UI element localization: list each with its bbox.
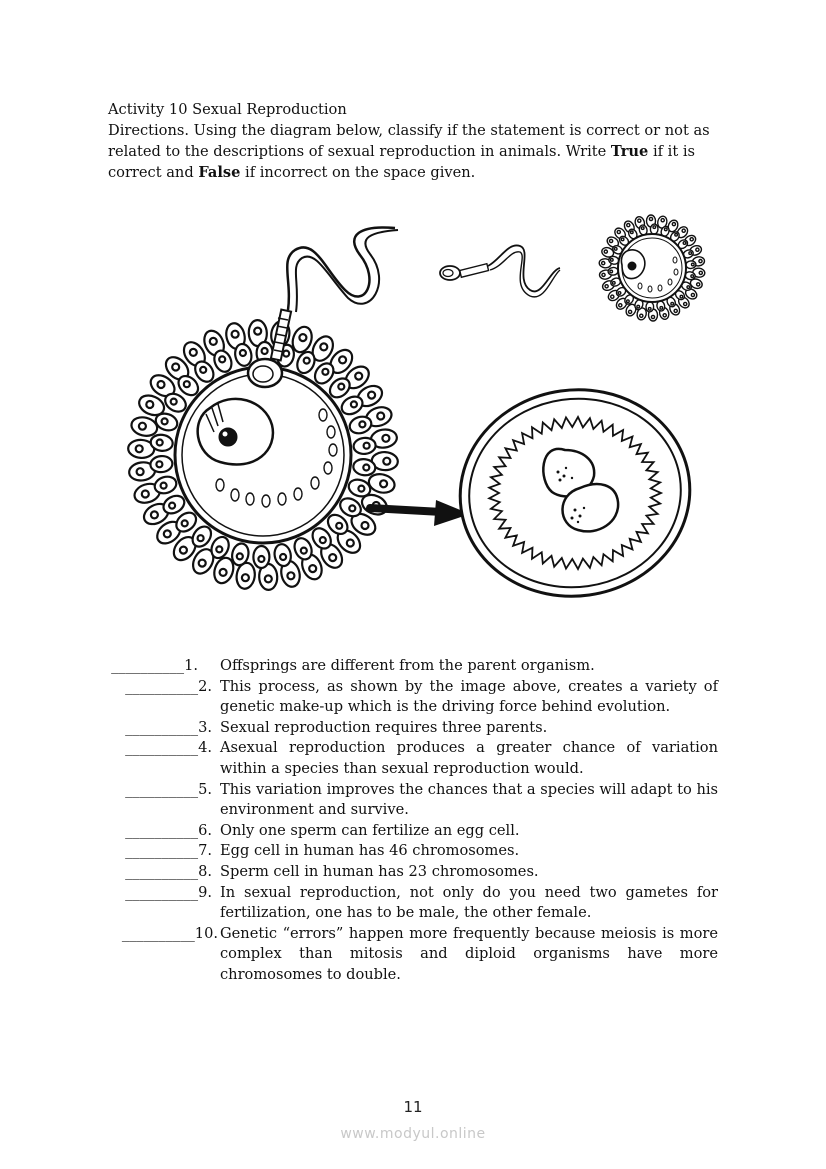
statement-text: Genetic “errors” happen more frequently because meiosis is more complex than mitosis and diploid organisms have more chromosomes to double. xyxy=(220,924,718,983)
watermark: www.modyul.online xyxy=(340,1126,486,1142)
directions-text-mid: if it is correct and xyxy=(108,143,695,181)
statement-item xyxy=(0,656,826,677)
answer-blank[interactable]: __________9. xyxy=(125,883,212,901)
answer-blank[interactable]: __________2. xyxy=(125,677,212,695)
statement-item xyxy=(0,821,826,842)
answer-blank[interactable]: __________3. xyxy=(125,718,212,736)
statement-text: Asexual reproduction produces a greater chance of variation within a species than sexual reproduction would. xyxy=(220,739,718,777)
small-egg-cell-illustration xyxy=(599,215,705,321)
statement-text: In sexual reproduction, not only do you need two gametes for fertilization, one has to be male, the other female. xyxy=(220,883,718,922)
directions-text-start: Directions. Using the diagram below, classify if the statement is correct or not as related to the descriptions of sexual reproduction in animals. Write xyxy=(108,122,710,160)
answer-blank[interactable]: __________8. xyxy=(125,862,212,880)
activity-title: Activity 10 Sexual Reproduction xyxy=(108,101,347,118)
answer-blank[interactable]: __________10. xyxy=(121,924,218,942)
statement-text: This process, as shown by the image above, creates a variety of genetic make-up which is the driving force behind evolution. xyxy=(220,677,718,716)
statement-text: Sexual reproduction requires three parents. xyxy=(220,718,548,736)
answer-blank[interactable]: __________1. xyxy=(111,657,198,674)
directions xyxy=(108,120,723,183)
sperm-illustration xyxy=(440,245,560,296)
statement-item xyxy=(0,883,826,924)
statement-item xyxy=(0,780,826,821)
statement-text: Egg cell in human has 46 chromosomes. xyxy=(220,842,520,860)
fertilization-diagram xyxy=(120,210,720,610)
answer-blank[interactable]: __________4. xyxy=(125,739,212,757)
activity-intro xyxy=(108,99,723,183)
statement-text: Offsprings are different from the parent organism. xyxy=(220,657,595,674)
answer-blank[interactable]: __________6. xyxy=(125,821,212,839)
answer-blank[interactable]: __________5. xyxy=(125,780,212,798)
statement-text: Sperm cell in human has 23 chromosomes. xyxy=(220,862,539,880)
statement-text: This variation improves the chances that a species will adapt to his environment and survive. xyxy=(220,780,718,819)
statement-item xyxy=(0,862,826,883)
statement-item xyxy=(0,924,826,986)
false-keyword: False xyxy=(198,164,241,181)
page-number: 11 xyxy=(403,1098,423,1116)
statement-item xyxy=(0,677,826,718)
statement-text: Only one sperm can fertilize an egg cell. xyxy=(220,821,520,839)
statement-item xyxy=(0,718,826,739)
directions-text-end: if incorrect on the space given. xyxy=(240,164,476,181)
statement-list xyxy=(0,656,826,986)
fertilization-egg-sperm-illustration xyxy=(128,227,398,590)
statement-item xyxy=(0,738,826,779)
answer-blank[interactable]: __________7. xyxy=(125,842,212,860)
zygote-cleavage-illustration xyxy=(447,375,703,610)
statement-item xyxy=(0,841,826,862)
true-keyword: True xyxy=(610,143,649,160)
